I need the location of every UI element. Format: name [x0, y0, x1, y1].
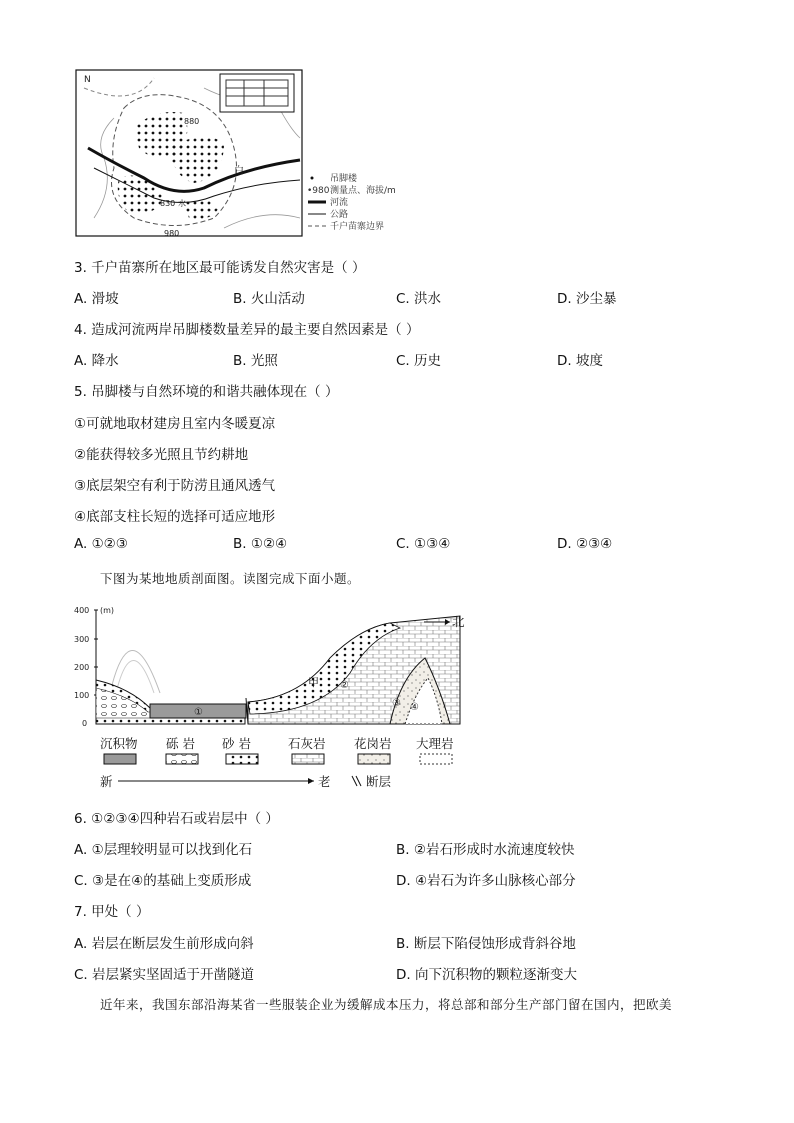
north-label: N [84, 75, 91, 85]
legend-boundary: 千户苗寨边界 [330, 222, 385, 232]
label-jia: 甲 [308, 676, 319, 689]
next-passage-intro: 近年来，我国东部沿海某省一些服装企业为缓解成本压力，将总部和部分生产部门留在国内，把欧美 [100, 997, 673, 1012]
q4-option-b[interactable]: B. 光照 [233, 353, 278, 369]
elev-980: 980 [164, 229, 180, 238]
question-4-stem: 4. 造成河流两岸吊脚楼数量差异的最主要自然因素是（ ） [74, 322, 420, 338]
legend-point: 测量点、海拔/m [330, 186, 396, 196]
north-label-2: 北 [452, 614, 465, 629]
q3-option-d[interactable]: D. 沙尘暴 [557, 291, 617, 307]
q5-option-c[interactable]: C. ①③④ [396, 536, 451, 552]
q6-option-d[interactable]: D. ④岩石为许多山脉核心部分 [396, 873, 576, 889]
age-new: 新 [100, 774, 113, 789]
q6-option-b[interactable]: B. ②岩石形成时水流速度较快 [396, 842, 575, 858]
q7-option-d[interactable]: D. 向下沉积物的颗粒逐渐变大 [396, 967, 577, 983]
question-5-stem: 5. 吊脚楼与自然环境的和谐共融体现在（ ） [74, 384, 339, 400]
q4-option-c[interactable]: C. 历史 [396, 353, 442, 369]
q6-option-c[interactable]: C. ③是在④的基础上变质形成 [74, 873, 252, 889]
q6-option-a[interactable]: A. ①层理较明显可以找到化石 [74, 842, 253, 858]
miao-village-map [74, 68, 414, 238]
legend-diaojiaolou: 吊脚楼 [330, 174, 358, 184]
q4-option-a[interactable]: A. 降水 [74, 353, 119, 369]
legend-sandstone: 砂 岩 [222, 736, 251, 751]
q4-option-d[interactable]: D. 坡度 [557, 353, 603, 369]
legend-granite: 花岗岩 [354, 736, 392, 751]
question-6-stem: 6. ①②③④四种岩石或岩层中（ ） [74, 811, 279, 827]
q5-option-b[interactable]: B. ①②④ [233, 536, 288, 552]
legend-conglomerate: 砾 岩 [166, 736, 195, 751]
q5-item-1: ①可就地取材建房且室内冬暖夏凉 [74, 416, 276, 432]
q5-option-d[interactable]: D. ②③④ [557, 536, 613, 552]
bai-label: 白 [234, 166, 244, 177]
question-3-stem: 3. 千户苗寨所在地区最可能诱发自然灾害是（ ） [74, 260, 366, 276]
legend-river: 河流 [330, 198, 349, 208]
label-4: ④ [410, 702, 419, 713]
q5-item-3: ③底层架空有利于防涝且通风透气 [74, 478, 276, 494]
y-tick-200: 200 [74, 663, 90, 672]
y-tick-400: 400 [74, 606, 90, 615]
y-tick-300: 300 [74, 635, 90, 644]
elev-830: 830 [160, 199, 176, 208]
q3-option-b[interactable]: B. 火山活动 [233, 291, 305, 307]
q7-option-c[interactable]: C. 岩层紧实坚固适于开凿隧道 [74, 967, 255, 983]
age-old: 老 [318, 774, 331, 789]
q5-item-4: ④底部支柱长短的选择可适应地形 [74, 509, 276, 525]
geological-section [70, 598, 470, 790]
legend-sediment: 沉积物 [100, 736, 138, 751]
q5-option-a[interactable]: A. ①②③ [74, 536, 128, 552]
legend-point-symbol: •980 [307, 186, 330, 196]
section-intro: 下图为某地地质剖面图。读图完成下面小题。 [100, 571, 361, 586]
water-label: 水 [178, 199, 186, 208]
q7-option-b[interactable]: B. 断层下陷侵蚀形成背斜谷地 [396, 936, 576, 952]
label-2: ② [340, 680, 349, 691]
y-tick-100: 100 [74, 691, 90, 700]
q3-option-a[interactable]: A. 滑坡 [74, 291, 119, 307]
y-tick-0: 0 [82, 719, 88, 728]
fault-label: 断层 [366, 774, 392, 789]
q3-option-c[interactable]: C. 洪水 [396, 291, 442, 307]
elev-880: 880 [184, 117, 200, 126]
legend-road: 公路 [330, 210, 349, 220]
legend-limestone: 石灰岩 [288, 736, 326, 751]
question-7-stem: 7. 甲处（ ） [74, 904, 150, 920]
q5-item-2: ②能获得较多光照且节约耕地 [74, 447, 249, 463]
legend-marble: 大理岩 [416, 736, 454, 751]
q7-option-a[interactable]: A. 岩层在断层发生前形成向斜 [74, 936, 254, 952]
label-1: ① [194, 707, 203, 718]
label-3: ③ [392, 698, 401, 709]
y-unit: (m) [100, 606, 115, 615]
